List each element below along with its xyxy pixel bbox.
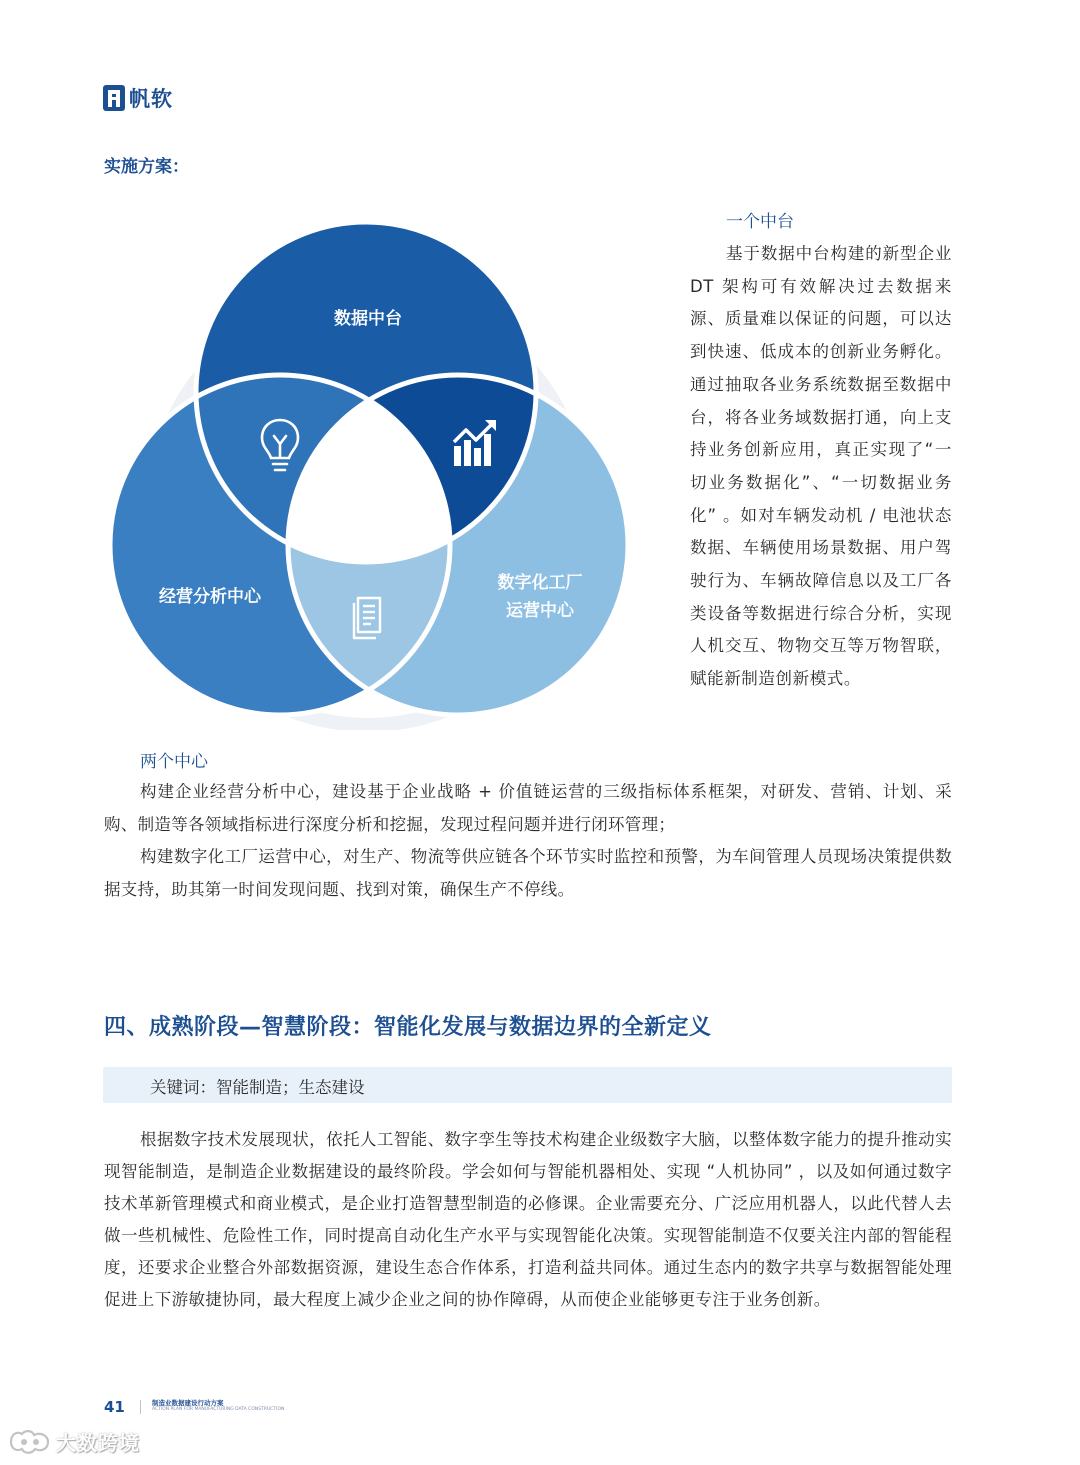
implementation-title: 实施方案： <box>104 157 189 177</box>
venn-label-right-2: 运营中心 <box>506 601 574 621</box>
venn-diagram <box>100 210 640 730</box>
page-number: 41 <box>104 1398 125 1416</box>
venn-label-top: 数据中台 <box>334 309 402 329</box>
footer-doc-title: 制造业数据建设行动方案 <box>152 1399 224 1407</box>
one-platform-title: 一个中台 <box>726 212 794 232</box>
watermark-logo-icon <box>8 1428 54 1456</box>
venn-label-left: 经营分析中心 <box>159 587 261 607</box>
one-platform-section <box>690 207 952 696</box>
two-centers-title: 两个中心 <box>140 752 208 772</box>
brand-logo <box>103 83 173 113</box>
section-body <box>104 1124 952 1315</box>
footer-divider <box>140 1400 141 1414</box>
two-centers-para-1: 构建企业经营分析中心，建设基于企业战略 + 价值链运营的三级指标体系框架，对研发、营销、计划、采购、制造等各领域指标进行深度分析和挖掘，发现过程问题并进行闭环管理； <box>104 782 952 834</box>
brand-name: 帆软 <box>129 87 173 111</box>
section-heading: 四、成熟阶段—智慧阶段：智能化发展与数据边界的全新定义 <box>104 1015 712 1040</box>
venn-label-right-1: 数字化工厂 <box>497 573 583 593</box>
section-body-para: 根据数字技术发展现状，依托人工智能、数字孪生等技术构建企业级数字大脑，以整体数字能力的提升推动实现智能制造，是制造企业数据建设的最终阶段。学会如何与智能机器相处、实现 “人机协同” ，以及如何通过数字技术革新管理模式和商业模式，是企业打造智慧型制造的必修课。企业需要充分、广泛应用机器人，以此代替人去做一些机械性、危险性工作，同时提高自动化生产水平与实现智能化决策。实现智能制造不仅要关注内部的智能程度，还要求企业整合外部数据资源，建设生态合作体系，打造利益共同体。通过生态内的数字共享与数据智能处理促进上下游敏捷协同，最大程度上减少企业之间的协作障碍，从而使企业能够更专注于业务创新。 <box>104 1130 952 1309</box>
keywords-text: 关键词：智能制造；生态建设 <box>150 1078 365 1097</box>
fanruan-logo-icon <box>103 85 125 111</box>
footer-doc-subtitle: ACTION PLAN FOR MANUFACTURING DATA CONSTRUCTION <box>152 1407 285 1412</box>
watermark-text: 大数跨境 <box>56 1431 140 1455</box>
watermark <box>8 1427 140 1456</box>
one-platform-body: 基于数据中台构建的新型企业 DT 架构可有效解决过去数据来源、质量难以保证的问题，可以达到快速、低成本的创新业务孵化。通过抽取各业务系统数据至数据中台，将各业务域数据打通，向上支持业务创新应用，真正实现了“一切业务数据化”、“一切数据业务化” 。如对车辆发动机 / 电池状态数据、车辆使用场景数据、用户驾驶行为、车辆故障信息以及工厂各类设备等数据进行综合分析，实现人机交互、物物交互等万物智联，赋能新制造创新模式。 <box>690 244 952 689</box>
two-centers-para-2: 构建数字化工厂运营中心，对生产、物流等供应链各个环节实时监控和预警，为车间管理人员现场决策提供数据支持，助其第一时间发现问题、找到对策，确保生产不停线。 <box>104 847 952 899</box>
two-centers-section <box>104 747 952 906</box>
